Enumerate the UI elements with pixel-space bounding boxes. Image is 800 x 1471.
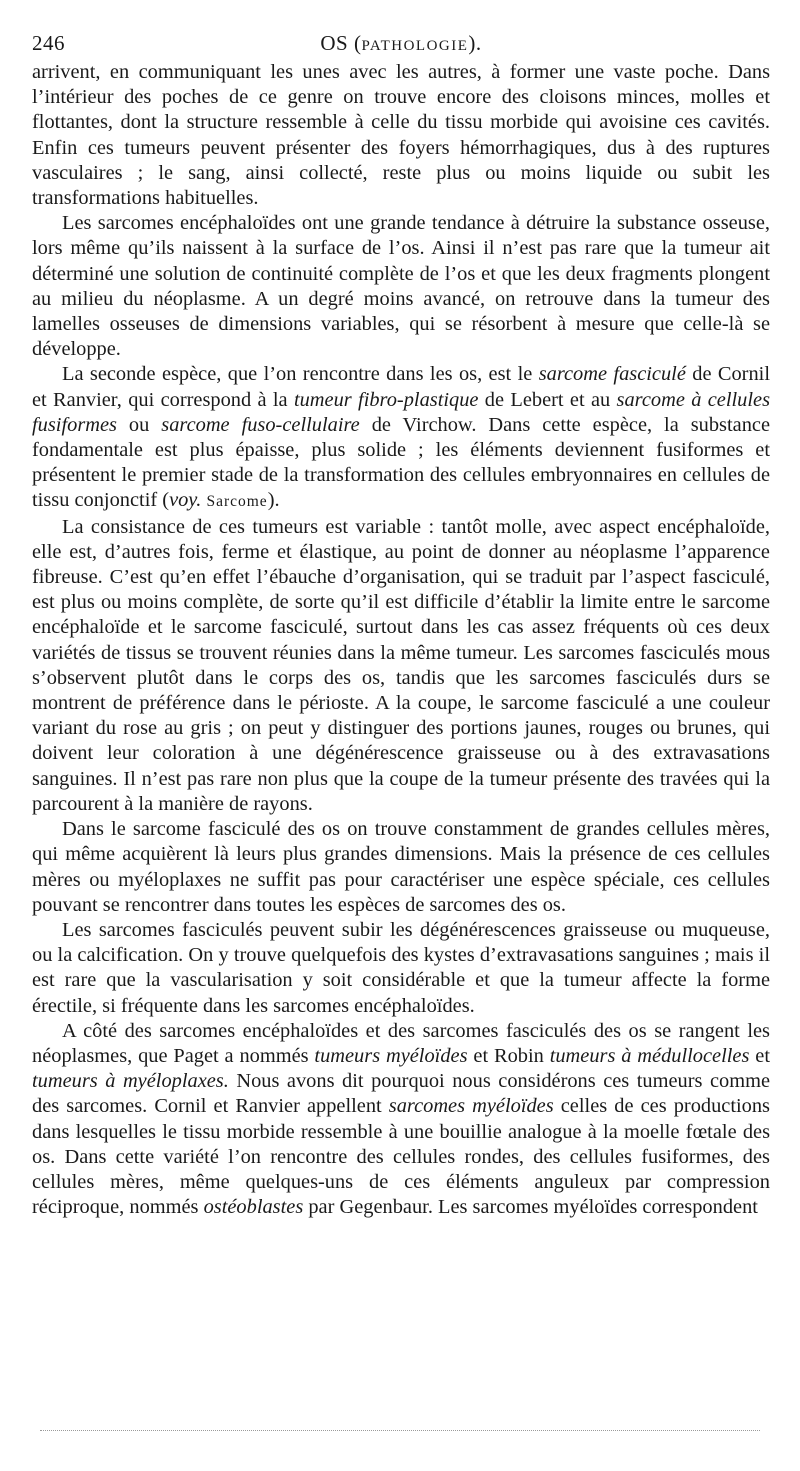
- paragraph: [32, 817, 770, 918]
- italic-text: sarcome fasciculé: [538, 363, 686, 386]
- body-text: [32, 60, 770, 1220]
- text-run: de Cornil et Ranvier, qui correspond à la: [32, 363, 770, 411]
- italic-text: sarcome fuso-cellulaire: [161, 413, 360, 436]
- page-number: 246: [32, 31, 65, 55]
- italic-text: ostéoblastes: [203, 1196, 304, 1219]
- paragraph: [32, 1019, 770, 1221]
- text-run: de Virchow. Dans cette espèce, la substance fondamentale est plus épaisse, plus solide ; les éléments deviennent fusiformes et présentent le premier stade de la transformation des cellules embryonnaires en cellules de tissu conjonctif (: [32, 413, 771, 512]
- text-run: ).: [267, 489, 280, 512]
- text-run: celles de ces productions dans lesquelles le tissu morbide ressemble à une bouillie analogue à la moelle fœtale des os. Dans cette variété l’on rencontre des cellules rondes, des cellules fusiformes, des cellules mères, même quelques-uns de ces éléments anguleux par compression réciproque, nommés: [32, 1095, 770, 1219]
- text-run: La seconde espèce, que l’on rencontre dans les os, est le: [62, 363, 539, 386]
- paragraph: [32, 362, 770, 514]
- running-head: [32, 28, 770, 61]
- text-run: et: [749, 1044, 770, 1067]
- page-header: [32, 28, 770, 60]
- text-run: ou: [116, 413, 162, 436]
- bottom-rule: [40, 1430, 760, 1431]
- text-run: La consistance de ces tumeurs est variable : tantôt molle, avec aspect encéphaloïde, elle est, d’autres fois, ferme et élastique, au point de donner au néoplasme l’apparence fibreuse. C’est qu’en effet l’ébauche d’organisation, qui se traduit par l’aspect fasciculé, est plus ou moins complète, de sorte qu’il est difficile d’établir la limite entre le sarcome encéphaloïde et le sarcome fasciculé, surtout dans les cas assez fréquents où ces deux variétés de tissus se trouvent réunies dans la même tumeur. Les sarcomes fasciculés mous s’observent plutôt dans le corps des os, tandis que les sarcomes fasciculés durs se montrent de préférence dans le périoste. A la coupe, le sarcome fasciculé a une couleur variant du rose au gris ; on peut y distinguer des portions jaunes, rouges ou brunes, qui doivent leur coloration à une dégénérescence graisseuse ou à des extravasations sanguines. Il n’est pas rare non plus que la coupe de la tumeur présente des travées qui la parcourent à la manière de rayons.: [32, 515, 770, 815]
- paragraph: [32, 60, 770, 211]
- italic-text: sarcomes myéloïdes: [388, 1095, 554, 1118]
- paragraph: [32, 211, 770, 362]
- document-page: [32, 28, 770, 1220]
- italic-text: tumeur fibro-plastique: [293, 388, 479, 411]
- text-run: Nous avons dit pourquoi nous considérons ces tumeurs comme des sarcomes. Cornil et Ranvier appellent: [32, 1070, 771, 1118]
- running-head-end: ).: [468, 31, 482, 55]
- italic-text: sarcome à cellules fusiformes: [32, 388, 771, 436]
- small-caps-text: Sarcome: [206, 493, 268, 511]
- paragraph: [32, 918, 770, 1019]
- text-run: Dans le sarcome fasciculé des os on trouve constamment de grandes cellules mères, qui même acquièrent là leurs plus grandes dimensions. Mais la présence de ces cellules mères ou myéloplaxes ne suffit pas pour caractériser une espèce spéciale, ces cellules pouvant se rencontrer dans toutes les espèces de sarcomes des os.: [32, 818, 770, 916]
- text-run: Les sarcomes fasciculés peuvent subir les dégénérescences graisseuse ou muqueuse, ou la calcification. On y trouve quelquefois des kystes d’extravasations sanguines ; mais il est rare que la vascularisation y soit considérable et que la tumeur affecte la forme érectile, si fréquente dans les sarcomes encéphaloïdes.: [32, 918, 770, 1017]
- italic-text: tumeurs à médullocelles: [549, 1044, 750, 1067]
- paragraph: [32, 515, 770, 817]
- text-run: Les sarcomes encéphaloïdes ont une grande tendance à détruire la substance osseuse, lors même qu’ils naissent à la surface de l’os. Ainsi il n’est pas rare que la tumeur ait déterminé une solution de continuité complète de l’os et que les deux fragments plongent au milieu du néoplasme. A un degré moins avancé, on retrouve dans la tumeur des lamelles osseuses de dimensions variables, qui se résorbent à mesure que celle-là se développe.: [32, 212, 770, 361]
- text-run: par Gegenbaur. Les sarcomes myéloïdes correspondent: [303, 1196, 758, 1219]
- italic-text: voy.: [169, 489, 202, 512]
- text-run: arrivent, en communiquant les unes avec les autres, à former une vaste poche. Dans l’intérieur des poches de ce genre on trouve encore des cloisons minces, molles et flottantes, dont la structure ressemble à celle du tissu morbide qui avoisine ces cavités. Enfin ces tumeurs peuvent présenter des foyers hémorrhagiques, dus à des ruptures vasculaires ; le sang, ainsi collecté, reste plus ou moins liquide ou subit les transformations habituelles.: [32, 61, 770, 210]
- italic-text: tumeurs myéloïdes: [314, 1044, 468, 1067]
- text-run: de Lebert et au: [478, 388, 617, 411]
- running-head-main: OS (: [320, 31, 362, 55]
- running-head-small-caps: PATHOLOGIE: [361, 38, 469, 54]
- text-run: A côté des sarcomes encéphaloïdes et des sarcomes fasciculés des os se rangent les néoplasmes, que Paget a nommés: [32, 1019, 770, 1067]
- italic-text: tumeurs à myéloplaxes.: [32, 1070, 229, 1093]
- text-run: et Robin: [467, 1044, 550, 1067]
